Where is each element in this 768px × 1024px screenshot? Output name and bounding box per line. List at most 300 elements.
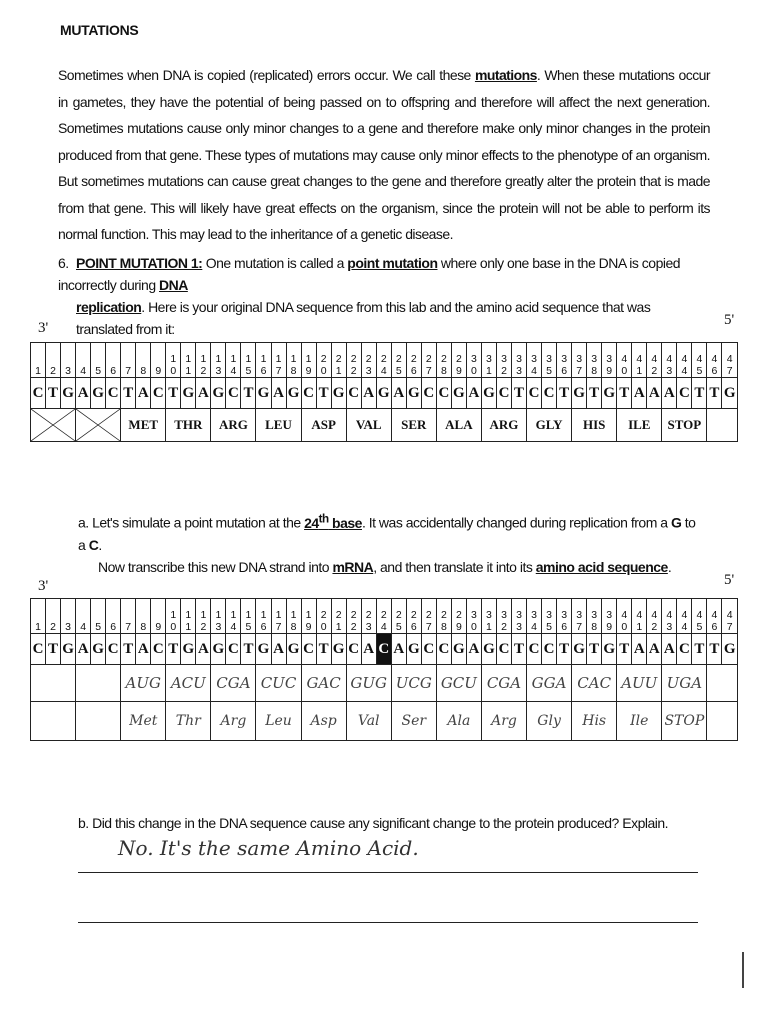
index-cell: [106, 599, 121, 634]
index-tens: 3: [561, 353, 568, 365]
index-ones: 2: [50, 621, 56, 633]
empty-codon-cell: [31, 665, 76, 702]
mrna-codon-cell: ACU: [166, 665, 211, 702]
index-tens: [106, 353, 120, 365]
index-ones: 7: [425, 621, 432, 633]
index-tens: 1: [170, 609, 177, 621]
empty-codon-cell: [76, 702, 121, 741]
index-tens: 3: [606, 353, 613, 365]
dna-base-cell: A: [136, 634, 151, 665]
index-ones: 7: [576, 365, 583, 377]
index-tens: [46, 609, 60, 621]
index-ones: 4: [80, 621, 87, 633]
term-dna: DNA: [159, 277, 188, 293]
index-cell: [542, 599, 557, 634]
index-tens: 1: [305, 353, 312, 365]
index-ones: 1: [335, 621, 342, 633]
trailing-cell: [707, 409, 738, 442]
index-ones: 9: [455, 365, 462, 377]
index-cell: [301, 343, 316, 378]
position-number: 24: [304, 514, 319, 531]
index-cell: [256, 599, 271, 634]
handwritten-amino-acid-row: [31, 702, 738, 741]
index-cell: [662, 599, 677, 634]
index-ones: 8: [290, 621, 297, 633]
index-cell: [361, 343, 376, 378]
mrna-codon-cell: GAC: [301, 665, 346, 702]
index-tens: 1: [200, 609, 207, 621]
index-ones: 4: [380, 365, 387, 377]
index-cell: [632, 343, 647, 378]
index-cell: [692, 599, 707, 634]
index-ones: 7: [125, 621, 132, 633]
index-ones: 1: [486, 365, 492, 377]
index-cell: [76, 343, 91, 378]
index-tens: 3: [576, 353, 583, 365]
index-tens: 1: [260, 353, 267, 365]
handwritten-amino-acid-cell: STOP: [662, 702, 707, 741]
index-cell: [707, 599, 722, 634]
index-tens: [151, 609, 165, 621]
dna-base-cell: T: [617, 378, 632, 409]
strand-3-prime-label-2: 3': [38, 578, 49, 594]
dna-base-cell: T: [587, 378, 602, 409]
dna-base-cell: G: [61, 634, 76, 665]
index-tens: 3: [471, 353, 477, 365]
index-ones: 1: [35, 365, 41, 377]
question-6-text-2: where only one base in the DNA is copied incorrectly during: [58, 255, 681, 293]
dna-base-cell: A: [466, 634, 481, 665]
amino-acid-cell: ALA: [436, 409, 481, 442]
index-tens: 4: [636, 609, 643, 621]
amino-acid-cell: ARG: [481, 409, 526, 442]
index-ones: 7: [275, 621, 282, 633]
index-ones: 6: [561, 621, 568, 633]
index-ones: 5: [395, 365, 402, 377]
index-cell: [617, 343, 632, 378]
index-tens: 2: [425, 609, 432, 621]
index-tens: 2: [455, 609, 462, 621]
term-replication: replication: [76, 299, 142, 315]
index-tens: [91, 609, 105, 621]
question-a-label: a.: [78, 514, 89, 531]
dna-base-cell: T: [707, 634, 722, 665]
question-6-title: POINT MUTATION 1:: [76, 255, 203, 271]
index-tens: 2: [410, 353, 417, 365]
index-ones: 7: [726, 365, 733, 377]
index-tens: 2: [350, 353, 357, 365]
index-ones: 2: [651, 621, 658, 633]
dna-base-row: [31, 378, 738, 409]
index-cell: [436, 343, 451, 378]
dna-base-cell: A: [196, 378, 211, 409]
index-ones: 0: [621, 365, 628, 377]
mrna-codon-cell: UCG: [391, 665, 436, 702]
dna-base-cell: T: [512, 634, 527, 665]
mutation-position: [304, 512, 362, 531]
index-ones: 3: [365, 621, 372, 633]
index-ones: 8: [591, 365, 598, 377]
index-tens: 1: [185, 353, 192, 365]
index-ones: 7: [425, 365, 432, 377]
index-ones: 3: [516, 365, 522, 377]
term-amino-acid-sequence: amino acid sequence: [535, 558, 668, 575]
index-cell: [76, 599, 91, 634]
index-cell: [331, 343, 346, 378]
index-tens: 3: [576, 609, 583, 621]
dna-base-cell: C: [496, 634, 511, 665]
dna-base-cell: C: [677, 378, 692, 409]
index-ones: 3: [215, 621, 222, 633]
index-cell: [316, 343, 331, 378]
index-ones: 7: [576, 621, 583, 633]
amino-acid-cell: VAL: [346, 409, 391, 442]
index-ones: 5: [696, 621, 703, 633]
index-cell: [286, 343, 301, 378]
index-cell: [376, 599, 391, 634]
index-tens: [151, 353, 165, 365]
dna-base-cell: T: [316, 378, 331, 409]
dna-base-cell: T: [692, 378, 707, 409]
index-tens: [76, 609, 90, 621]
dna-base-cell: G: [406, 378, 421, 409]
index-tens: 3: [606, 609, 613, 621]
index-row: [31, 343, 738, 378]
dna-base-cell: C: [31, 378, 46, 409]
index-tens: 1: [260, 609, 267, 621]
amino-acid-cell: HIS: [572, 409, 617, 442]
index-cell: [647, 343, 662, 378]
cross-mark-icon: [76, 409, 120, 441]
index-ones: 8: [140, 621, 147, 633]
index-ones: 4: [531, 365, 537, 377]
amino-acid-cell: ASP: [301, 409, 346, 442]
dna-base-cell: A: [196, 634, 211, 665]
index-tens: 2: [410, 609, 417, 621]
index-ones: 5: [395, 621, 402, 633]
index-cell: [722, 599, 738, 634]
empty-codon-cell: [31, 702, 76, 741]
index-cell: [286, 599, 301, 634]
dna-base-cell: G: [406, 634, 421, 665]
index-cell: [692, 343, 707, 378]
index-tens: 2: [425, 353, 432, 365]
index-tens: 1: [170, 353, 177, 365]
blank-codon-cell-2: [76, 409, 121, 442]
index-ones: 1: [185, 621, 192, 633]
dna-base-cell: C: [496, 378, 511, 409]
worksheet-heading: MUTATIONS: [60, 22, 139, 38]
index-cell: [346, 343, 361, 378]
index-cell: [451, 343, 466, 378]
answer-line-1: [78, 872, 698, 873]
index-tens: 1: [215, 353, 222, 365]
index-tens: 3: [486, 609, 492, 621]
index-tens: [46, 353, 60, 365]
index-cell: [662, 343, 677, 378]
index-cell: [602, 343, 617, 378]
mutated-sequence-table: [30, 598, 738, 741]
index-ones: 6: [260, 365, 267, 377]
dna-base-cell: C: [436, 378, 451, 409]
handwritten-amino-acid-cell: Val: [346, 702, 391, 741]
index-tens: 4: [651, 353, 658, 365]
index-cell: [166, 343, 181, 378]
index-tens: [136, 353, 150, 365]
dna-base-cell: A: [662, 634, 677, 665]
mrna-codon-cell: AUG: [121, 665, 166, 702]
dna-base-cell: G: [722, 378, 738, 409]
index-ones: 2: [501, 365, 507, 377]
index-cell: [31, 343, 46, 378]
index-cell: [346, 599, 361, 634]
question-b-label: b.: [78, 815, 89, 831]
question-a-text-5: Now transcribe this new DNA strand into: [98, 558, 333, 575]
dna-base-cell: C: [542, 634, 557, 665]
index-tens: 4: [681, 353, 688, 365]
dna-base-cell: C: [527, 378, 542, 409]
dna-base-cell: C: [226, 634, 241, 665]
index-cell: [226, 343, 241, 378]
handwritten-amino-acid-cell: Gly: [527, 702, 572, 741]
index-ones: 4: [380, 621, 387, 633]
index-ones: 6: [561, 365, 568, 377]
dna-base-cell: C: [151, 634, 166, 665]
index-tens: 4: [696, 609, 703, 621]
dna-base-cell: G: [722, 634, 738, 665]
dna-base-cell: G: [286, 378, 301, 409]
index-tens: 1: [305, 609, 312, 621]
index-cell: [61, 343, 76, 378]
index-tens: 4: [711, 353, 718, 365]
index-cell: [496, 599, 511, 634]
index-cell: [61, 599, 76, 634]
index-ones: 2: [200, 365, 207, 377]
index-tens: 4: [651, 609, 658, 621]
dna-base-cell: G: [211, 634, 226, 665]
dna-base-cell: C: [226, 378, 241, 409]
index-tens: [121, 609, 135, 621]
strand-5-prime-label-2: 5': [724, 572, 735, 588]
index-ones: 2: [350, 365, 357, 377]
dna-base-cell: G: [602, 378, 617, 409]
index-cell: [677, 343, 692, 378]
index-ones: 4: [681, 621, 688, 633]
index-row: [31, 599, 738, 634]
index-ones: 4: [80, 365, 87, 377]
dna-base-cell: A: [271, 634, 286, 665]
index-tens: [31, 609, 45, 621]
index-ones: 9: [455, 621, 462, 633]
index-tens: 3: [471, 609, 477, 621]
index-ones: 7: [726, 621, 733, 633]
index-tens: 2: [380, 609, 387, 621]
index-tens: [61, 353, 75, 365]
dna-base-cell: T: [241, 634, 256, 665]
index-tens: 3: [486, 353, 492, 365]
index-tens: [121, 353, 135, 365]
dna-base-cell: A: [361, 634, 376, 665]
index-cell: [406, 343, 421, 378]
index-cell: [376, 343, 391, 378]
handwritten-amino-acid-cell: Ser: [391, 702, 436, 741]
index-ones: 0: [320, 365, 327, 377]
index-tens: 3: [591, 609, 598, 621]
index-ones: 6: [110, 365, 117, 377]
index-tens: 2: [335, 353, 342, 365]
index-cell: [136, 343, 151, 378]
dna-base-cell: A: [271, 378, 286, 409]
index-cell: [196, 343, 211, 378]
index-tens: 4: [636, 353, 643, 365]
dna-base-cell: A: [647, 378, 662, 409]
index-ones: 2: [651, 365, 658, 377]
index-tens: 4: [621, 353, 628, 365]
dna-base-cell: T: [166, 378, 181, 409]
question-6-text-3: . Here is your original DNA sequence from this lab and the amino acid sequence that was translated from it:: [76, 299, 651, 337]
dna-base-cell: C: [31, 634, 46, 665]
index-tens: 4: [726, 609, 733, 621]
original-sequence-table: [30, 342, 738, 442]
mrna-codon-cell: CGA: [481, 665, 526, 702]
cross-mark-icon: [31, 409, 75, 441]
index-ones: 1: [35, 621, 41, 633]
index-ones: 6: [711, 365, 718, 377]
index-ones: 8: [140, 365, 147, 377]
index-tens: [136, 609, 150, 621]
index-cell: [361, 599, 376, 634]
amino-acid-cell: ARG: [211, 409, 256, 442]
dna-base-cell: T: [316, 634, 331, 665]
index-tens: 2: [320, 609, 327, 621]
index-tens: 1: [230, 353, 237, 365]
index-ones: 5: [245, 365, 252, 377]
index-tens: 2: [335, 609, 342, 621]
index-ones: 3: [516, 621, 522, 633]
index-ones: 9: [606, 365, 613, 377]
index-ones: 9: [155, 621, 162, 633]
index-cell: [91, 343, 106, 378]
index-ones: 6: [410, 365, 417, 377]
index-tens: 1: [230, 609, 237, 621]
dna-base-cell: G: [256, 634, 271, 665]
dna-base-cell: C: [346, 634, 361, 665]
index-tens: 1: [200, 353, 207, 365]
index-cell: [151, 343, 166, 378]
index-cell: [512, 599, 527, 634]
dna-base-cell: T: [512, 378, 527, 409]
index-tens: 2: [395, 353, 402, 365]
index-cell: [557, 343, 572, 378]
index-cell: [632, 599, 647, 634]
empty-codon-cell: [76, 665, 121, 702]
index-tens: 3: [546, 609, 552, 621]
index-cell: [46, 343, 61, 378]
index-ones: 0: [471, 365, 477, 377]
dna-base-cell: T: [241, 378, 256, 409]
dna-base-cell: G: [376, 378, 391, 409]
index-ones: 3: [65, 365, 71, 377]
amino-acid-cell: LEU: [256, 409, 301, 442]
blank-codon-cell-1: [31, 409, 76, 442]
index-tens: 1: [275, 353, 282, 365]
index-tens: 3: [546, 353, 552, 365]
dna-base-cell: T: [707, 378, 722, 409]
index-tens: 1: [290, 609, 297, 621]
dna-base-cell: C: [436, 634, 451, 665]
dna-base-cell: T: [692, 634, 707, 665]
amino-acid-cell: MET: [121, 409, 166, 442]
dna-base-cell: T: [587, 634, 602, 665]
dna-base-cell: G: [91, 634, 106, 665]
index-ones: 8: [440, 365, 447, 377]
index-tens: 4: [711, 609, 718, 621]
index-ones: 1: [185, 365, 192, 377]
dna-base-cell: C: [151, 378, 166, 409]
index-tens: 1: [185, 609, 192, 621]
dna-base-cell: A: [632, 378, 647, 409]
intro-term-mutations: mutations: [474, 67, 537, 83]
trailing-cell: [707, 665, 738, 702]
index-cell: [421, 599, 436, 634]
index-cell: [481, 343, 496, 378]
index-ones: 1: [636, 621, 643, 633]
index-ones: 1: [335, 365, 342, 377]
index-tens: 4: [726, 353, 733, 365]
dna-base-cell: A: [662, 378, 677, 409]
index-ones: 0: [621, 621, 628, 633]
dna-base-cell: A: [76, 634, 91, 665]
dna-base-cell: T: [557, 378, 572, 409]
index-cell: [436, 599, 451, 634]
index-tens: 2: [395, 609, 402, 621]
question-a-text-6: , and then translate it into its: [373, 558, 536, 575]
index-tens: 4: [681, 609, 688, 621]
index-cell: [391, 599, 406, 634]
index-cell: [106, 343, 121, 378]
index-ones: 8: [591, 621, 598, 633]
mrna-row: [31, 665, 738, 702]
amino-acid-row: [31, 409, 738, 442]
index-tens: 2: [365, 353, 372, 365]
amino-acid-cell: GLY: [527, 409, 572, 442]
index-cell: [527, 343, 542, 378]
index-cell: [151, 599, 166, 634]
dna-base-cell: C: [677, 634, 692, 665]
dna-base-cell: C: [346, 378, 361, 409]
dna-base-cell: G: [602, 634, 617, 665]
dna-base-cell: A: [647, 634, 662, 665]
index-tens: [61, 609, 75, 621]
question-a-text-2: . It was accidentally changed during replication from a: [361, 514, 671, 531]
index-ones: 9: [305, 365, 312, 377]
position-base-word: base: [328, 514, 362, 531]
dna-base-cell: T: [166, 634, 181, 665]
index-tens: 3: [516, 609, 522, 621]
question-a-text-7: .: [667, 558, 672, 575]
index-cell: [91, 599, 106, 634]
index-cell: [677, 599, 692, 634]
question-a-text-3: to a: [78, 514, 696, 553]
dna-base-cell: T: [617, 634, 632, 665]
index-cell: [421, 343, 436, 378]
dna-base-cell: A: [391, 634, 406, 665]
amino-acid-cell: THR: [166, 409, 211, 442]
index-ones: 5: [546, 621, 552, 633]
index-tens: 1: [215, 609, 222, 621]
index-cell: [166, 599, 181, 634]
index-ones: 9: [606, 621, 613, 633]
